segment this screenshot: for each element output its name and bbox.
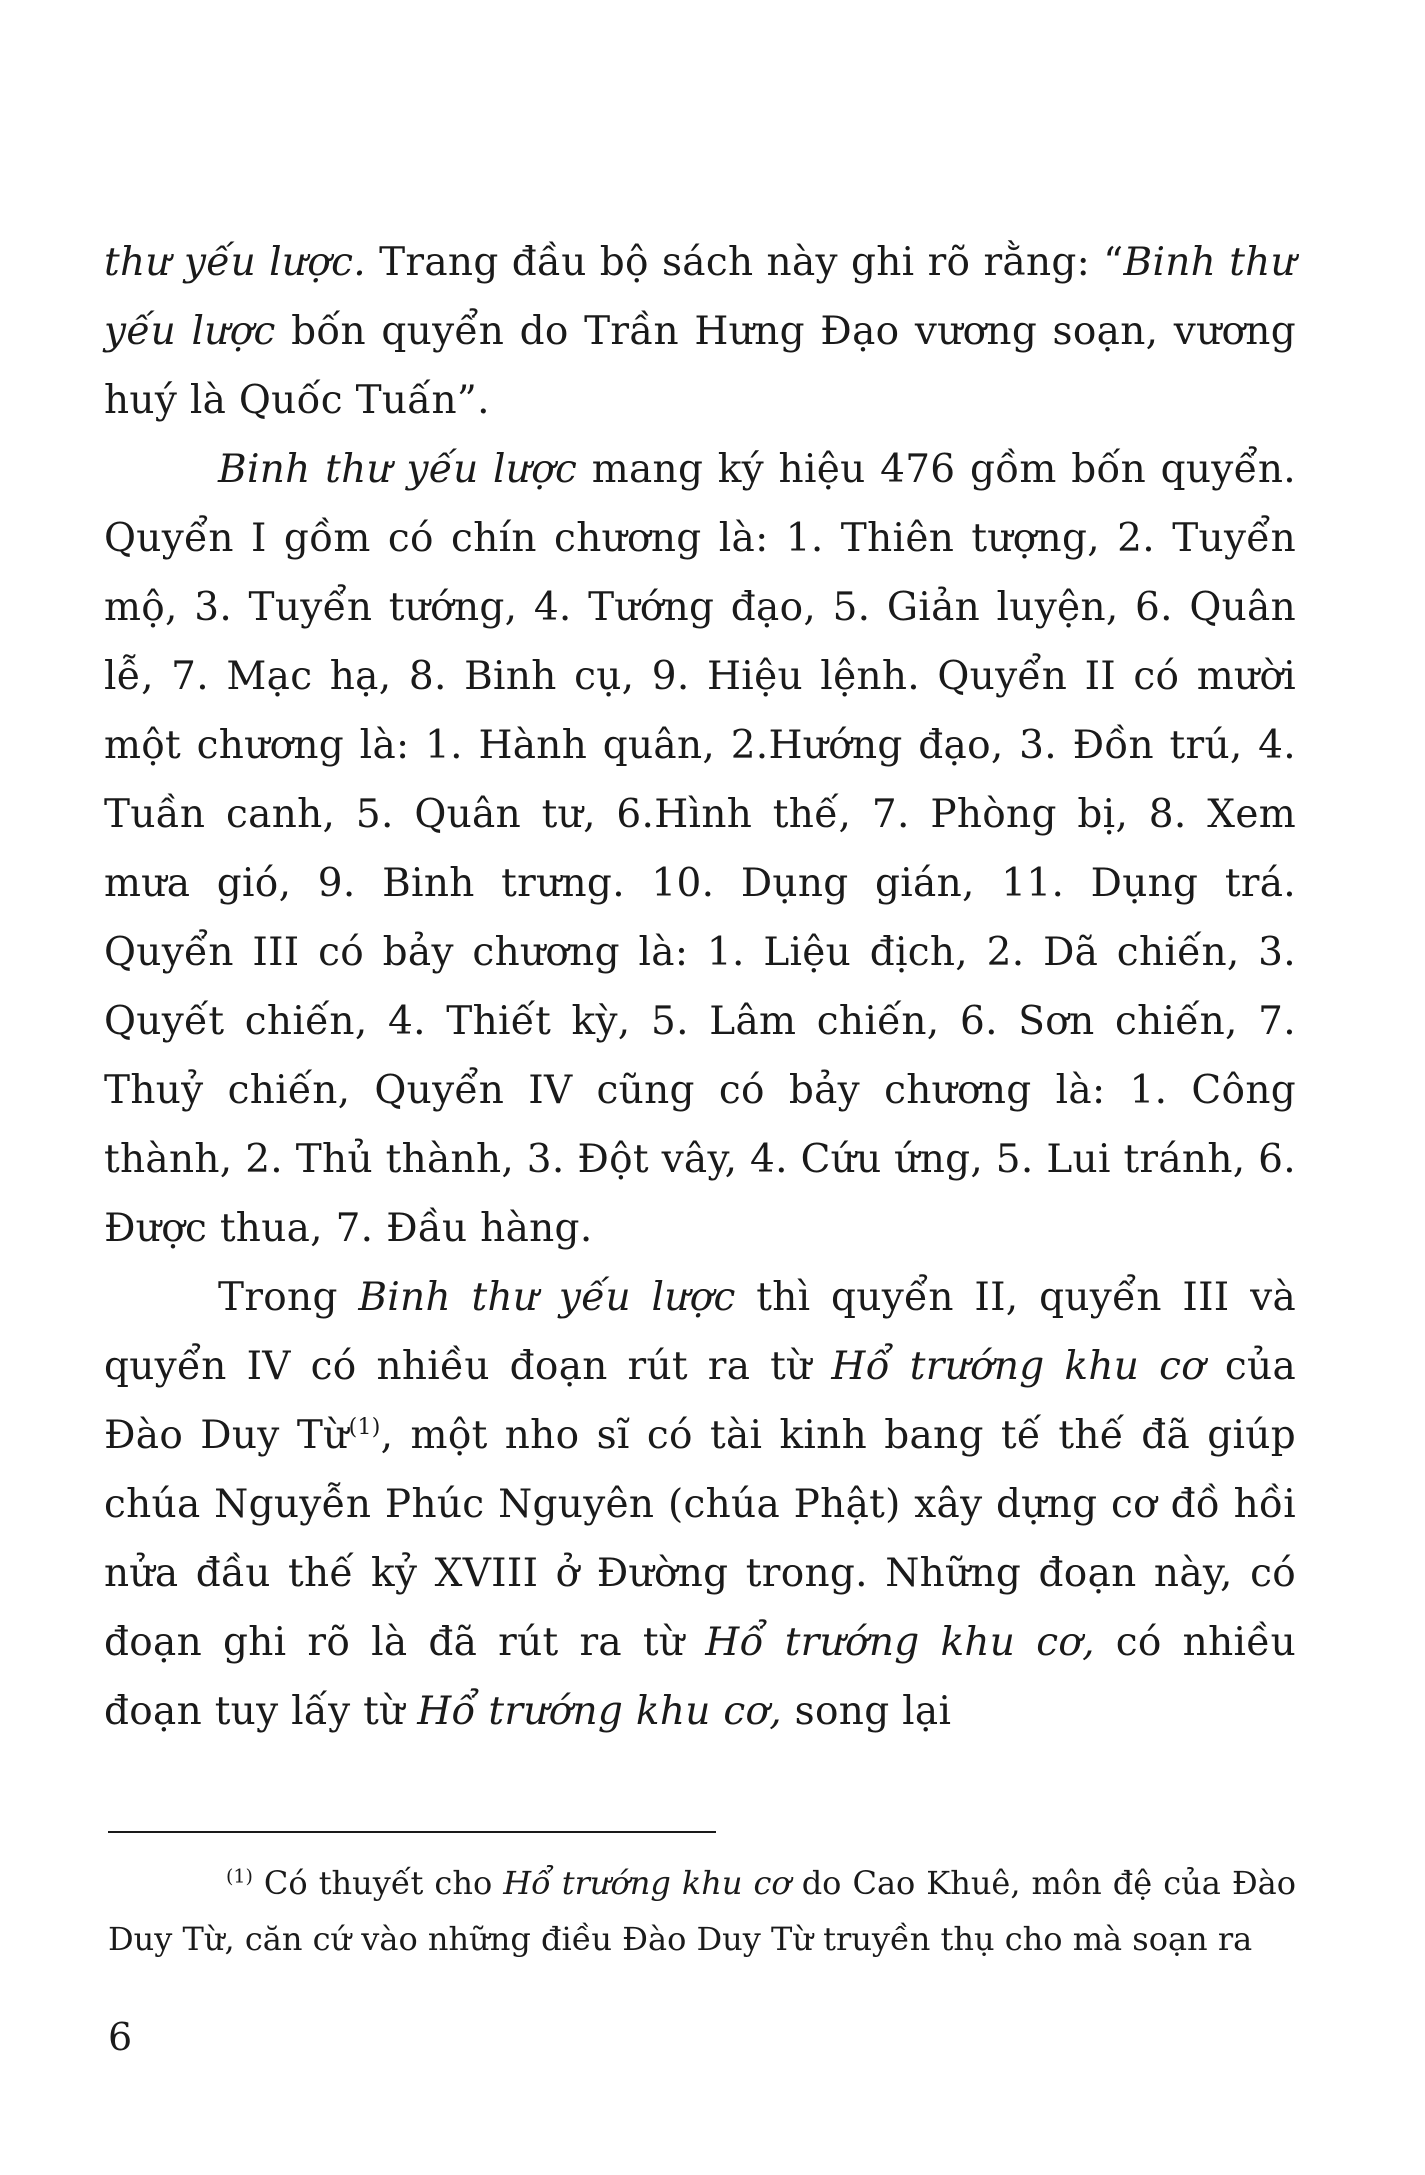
italic-title-text: thư yếu lược.	[104, 240, 366, 285]
paragraph	[104, 435, 1296, 1263]
italic-title-text: Hổ trướng khu cơ,	[417, 1689, 782, 1734]
text-run: , một nho sĩ có tài kinh bang tế thế đã giúp chúa Nguyễn Phúc Nguyên (chúa Phật) xây dựng cơ đồ hồi nửa đầu thế kỷ XVIII ở Đường trong. Những đoạn này, có đoạn ghi rõ là đã rút ra từ	[104, 1413, 1296, 1665]
text-run: có nhiều đoạn tuy lấy từ	[104, 1620, 1296, 1734]
text-run: bốn quyển do Trần Hưng Đạo vương soạn, vương huý là Quốc Tuấn”.	[104, 309, 1296, 423]
text-run: mang ký hiệu 476 gồm bốn quyển. Quyển I gồm có chín chương là: 1. Thiên tượng, 2. Tuyển mộ, 3. Tuyển tướng, 4. Tướng đạo, 5. Giản luyện, 6. Quân lễ, 7. Mạc hạ, 8. Binh cụ, 9. Hiệu lệnh. Quyển II có mười một chương là: 1. Hành quân, 2.Hướng đạo, 3. Đồn trú, 4. Tuần canh, 5. Quân tư, 6.Hình thế, 7. Phòng bị, 8. Xem mưa gió, 9. Binh trưng. 10. Dụng gián, 11. Dụng trá. Quyển III có bảy chương là: 1. Liệu địch, 2. Dã chiến, 3. Quyết chiến, 4. Thiết kỳ, 5. Lâm chiến, 6. Sơn chiến, 7. Thuỷ chiến, Quyển IV cũng có bảy chương là: 1. Công thành, 2. Thủ thành, 3. Đột vây, 4. Cứu ứng, 5. Lui tránh, 6. Được thua, 7. Đầu hàng.	[104, 447, 1297, 1251]
italic-title-text: Hổ trướng khu cơ	[831, 1344, 1205, 1389]
italic-title-text: Hổ trướng khu cơ	[503, 1864, 791, 1902]
paragraph	[104, 1263, 1296, 1746]
italic-title-text: Binh thư yếu lược	[358, 1275, 736, 1320]
text-run: của Đào Duy Từ	[104, 1344, 1296, 1458]
text-run: Có thuyết cho	[252, 1864, 504, 1902]
italic-title-text: Binh thư yếu lược	[218, 447, 578, 492]
footnote-marker: (1)	[226, 1865, 253, 1888]
footnote-divider	[108, 1831, 716, 1833]
footnote	[108, 1855, 1296, 1967]
italic-title-text: Hổ trướng khu cơ,	[705, 1620, 1095, 1665]
text-run: do Cao Khuê, môn đệ của Đào Duy Từ, căn cứ vào những điều Đào Duy Từ truyền thụ cho mà soạn ra	[108, 1864, 1297, 1958]
paragraph	[104, 228, 1296, 435]
text-run: Trong	[218, 1275, 359, 1320]
text-run: Trang đầu bộ sách này ghi rõ rằng: “	[365, 240, 1124, 285]
body-text	[104, 228, 1296, 1746]
text-run: song lại	[781, 1689, 952, 1734]
italic-title-text: Binh thư yếu lược	[104, 240, 1297, 354]
footnote-marker: (1)	[348, 1415, 381, 1440]
page-number: 6	[108, 2015, 133, 2059]
text-run: thì quyển II, quyển III và quyển IV có nhiều đoạn rút ra từ	[104, 1275, 1297, 1389]
